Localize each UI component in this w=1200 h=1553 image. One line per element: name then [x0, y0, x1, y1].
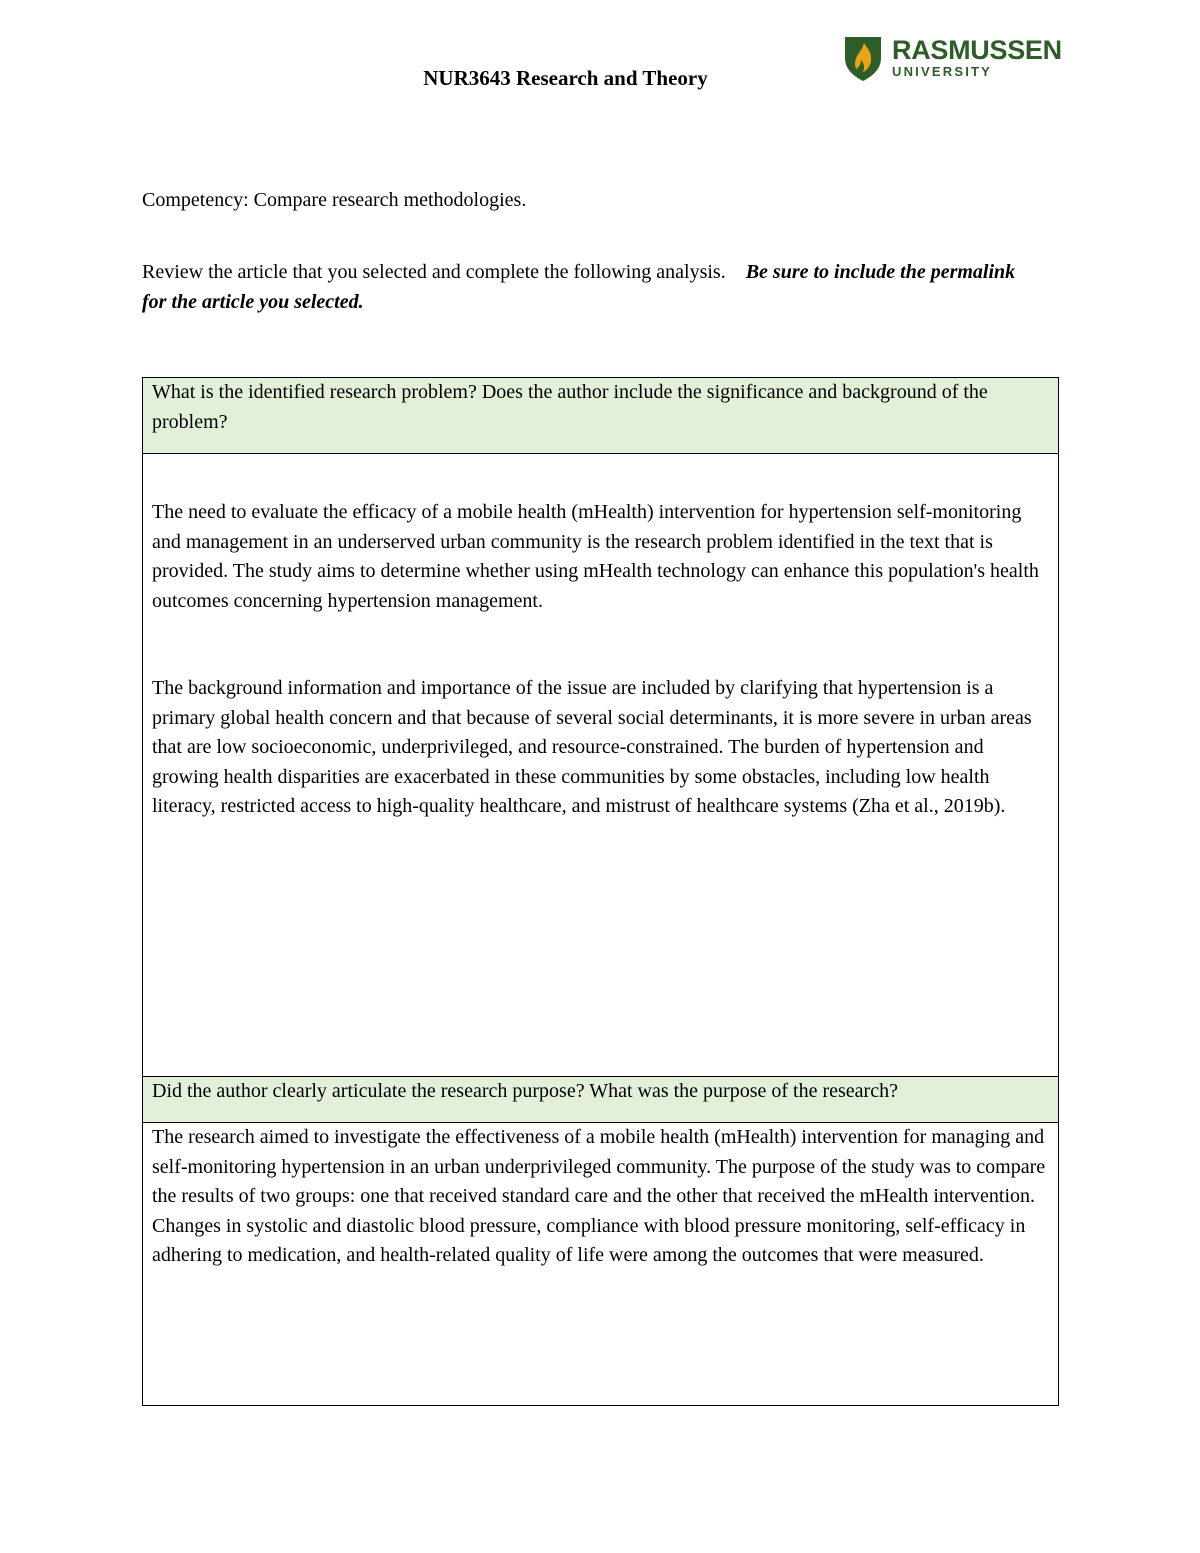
analysis-table	[142, 377, 1059, 1406]
document-title: NUR3643 Research and Theory	[423, 66, 708, 90]
instructions	[142, 257, 1042, 317]
question-cell	[143, 378, 1059, 454]
answer-cell	[143, 454, 1059, 1077]
question-cell	[143, 1077, 1059, 1123]
logo-subtitle: UNIVERSITY	[892, 64, 993, 79]
answer-cell	[143, 1123, 1059, 1406]
answer-paragraph: The need to evaluate the efficacy of a mobile health (mHealth) intervention for hypertension self-monitoring and management in an underserved urban community is the research problem identified in the text that is provided. The study aims to determine whether using mHealth technology can enhance this population's health outcomes concerning hypertension management.	[152, 501, 1039, 612]
question-text: What is the identified research problem? Does the author include the significance and background of the problem?	[152, 381, 988, 433]
instructions-text: Review the article that you selected and complete the following analysis.	[142, 261, 726, 283]
table-row	[143, 454, 1059, 1077]
rasmussen-logo	[843, 34, 1062, 84]
competency-statement: Competency: Compare research methodologies.	[142, 189, 527, 211]
flame-shield-icon	[843, 34, 883, 82]
instructions-emphasis: Be sure to include the permalink for the article you selected.	[142, 261, 1016, 313]
logo-wordmark: RASMUSSEN	[892, 35, 1062, 65]
table-row	[143, 378, 1059, 454]
table-row	[143, 1123, 1059, 1406]
answer-paragraph: The background information and importance of the issue are included by clarifying that hypertension is a primary global health concern and that because of several social determinants, it is more severe in urban areas that are low socioeconomic, underprivileged, and resource-constrained. The burden of hypertension and growing health disparities are exacerbated in these communities by some obstacles, including low health literacy, restricted access to high-quality healthcare, and mistrust of healthcare systems (Zha et al., 2019b).	[152, 677, 1032, 817]
table-row	[143, 1077, 1059, 1123]
question-text: Did the author clearly articulate the research purpose? What was the purpose of the research?	[152, 1080, 898, 1102]
answer-paragraph: The research aimed to investigate the effectiveness of a mobile health (mHealth) intervention for managing and self-monitoring hypertension in an urban underprivileged community. The purpose of the study was to compare the results of two groups: one that received standard care and the other that received the mHealth intervention. Changes in systolic and diastolic blood pressure, compliance with blood pressure monitoring, self-efficacy in adhering to medication, and health-related quality of life were among the outcomes that were measured.	[152, 1126, 1046, 1266]
